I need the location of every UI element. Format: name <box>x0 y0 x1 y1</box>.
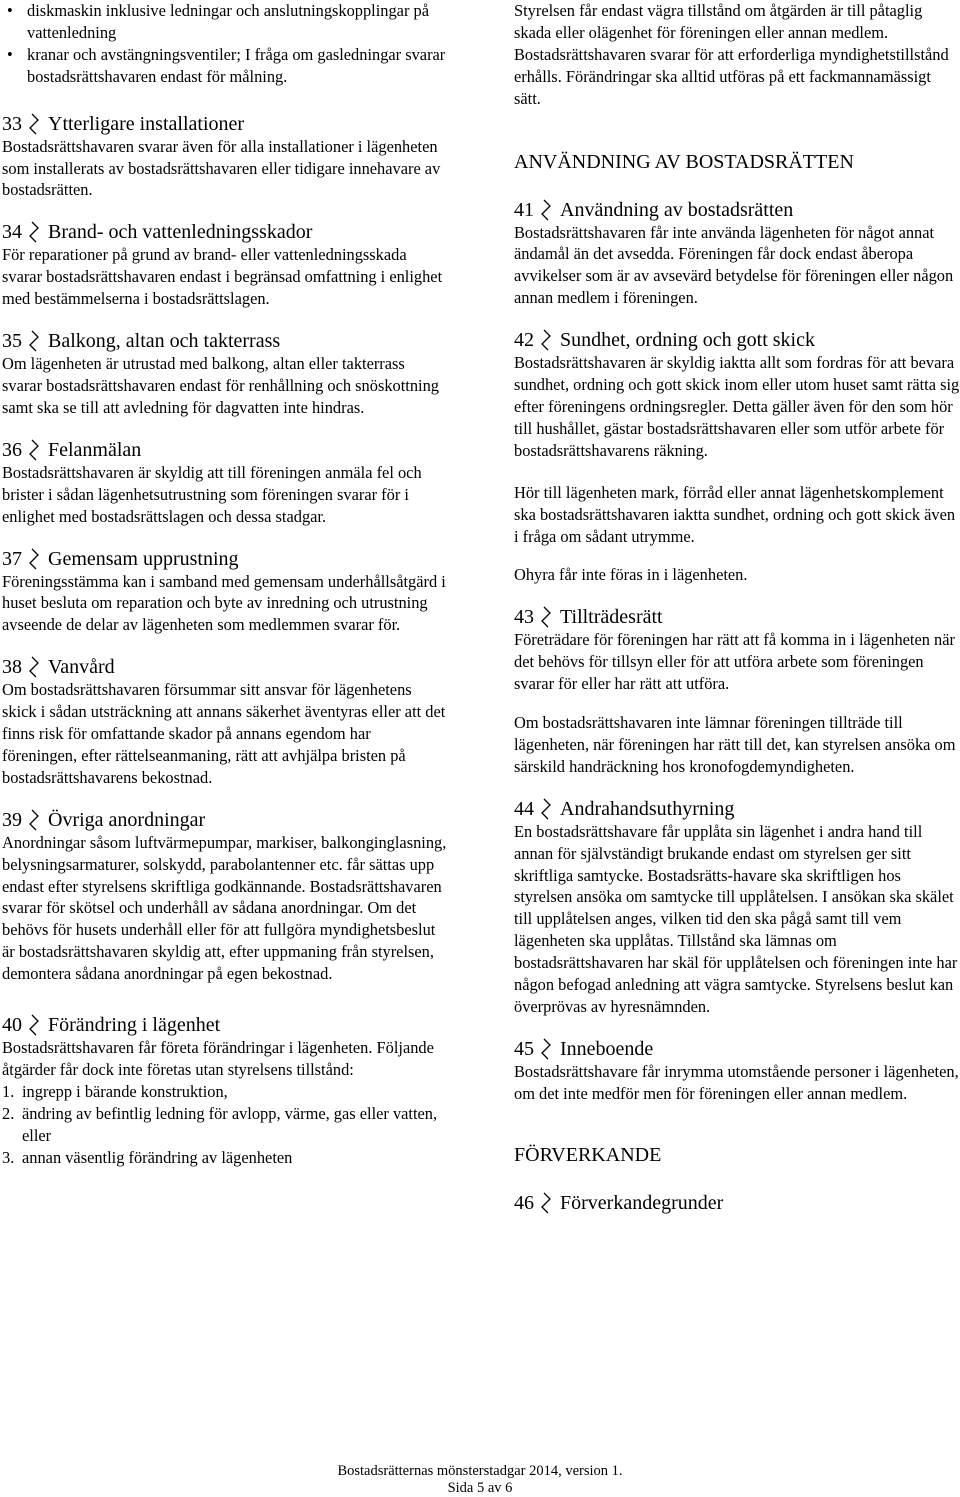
section-heading: 33 Ytterligare installationer <box>2 112 245 135</box>
section-35: 35 Balkong, altan och takterrass Om lägenheten är utrustad med balkong, altan eller takterrass svarar bostadsrättshavaren endast för renhållning och snöskottning samt ska se till att avledning för dagvatten inte hindras. <box>2 329 448 419</box>
section-heading: 45 Inneboende <box>514 1037 654 1060</box>
paragraph-mark-icon <box>540 1192 552 1214</box>
section-heading: 41 Användning av bostadsrätten <box>514 198 794 221</box>
list-item: 2. ändring av befintlig ledning för avlopp, värme, gas eller vatten, eller <box>2 1103 438 1145</box>
section-heading: 37 Gemensam upprustning <box>2 547 239 570</box>
section-33: 33 Ytterligare installationer Bostadsrättshavaren svarar även för alla installationer i lägenheten som installerats av bostadsrättshavaren eller tidigare innehavare av bostadsrätten. <box>2 112 448 202</box>
section-36: 36 Felanmälan Bostadsrättshavaren är skyldig att till föreningen anmäla fel och brister i sådan lägenhetsutrustning som föreningen svarar för i enlighet med bostadsrättslagen och dessa stadgar. <box>2 438 448 528</box>
section-37: 37 Gemensam upprustning Föreningsstämma kan i samband med gemensam underhållsåtgärd i huset besluta om reparation och byte av inredning och utrustning avseende de delar av lägenheten som medlemmen svarar för. <box>2 547 448 637</box>
chapter-heading: ANVÄNDNING AV BOSTADSRÄTTEN <box>514 150 854 173</box>
paragraph-mark-icon <box>28 548 40 570</box>
footer-title: Bostadsrätternas mönsterstadgar 2014, version 1. <box>337 1463 623 1479</box>
paragraph-mark-icon <box>28 113 40 135</box>
bullet-item: • kranar och avstängningsventiler; I fråga om gasledningar svarar bostadsrättshavaren endast för målning. <box>7 44 446 86</box>
list-item: 1. ingrepp i bärande konstruktion, <box>2 1081 228 1101</box>
section-heading: 42 Sundhet, ordning och gott skick <box>514 329 815 352</box>
section-heading: 44 Andrahandsuthyrning <box>514 797 735 820</box>
paragraph-mark-icon <box>540 606 552 628</box>
section-39: 39 Övriga anordningar Anordningar såsom luftvärmepumpar, markiser, balkonginglasning, belysningsarmaturer, solskydd, parabolantenner etc. får sättas upp endast efter styrelsens skriftliga godkännande. Bostadsrättshavaren svarar för skötsel och underhåll av sådana anordningar. Om det behövs för husets underhåll eller för att fullgöra myndighetsbeslut är bostadsrättshavaren skyldig att, efter uppmaning från styrelsen, demontera sådana anordningar på egen bekostnad. <box>2 808 447 984</box>
list-item: 3. annan väsentlig förändring av lägenheten <box>2 1147 293 1167</box>
right-column <box>514 0 960 1215</box>
chapter-heading: FÖRVERKANDE <box>514 1143 662 1166</box>
paragraph-mark-icon <box>540 199 552 221</box>
section-46 <box>514 1191 960 1215</box>
left-column <box>2 0 448 1169</box>
section-41: 41 Användning av bostadsrätten Bostadsrättshavaren får inte använda lägenheten för något annat ändamål än det avsedda. Föreningen får dock endast åberopa avvikelser som är av avsevärd betydelse för föreningen eller någon annan medlem i föreningen. <box>514 198 960 310</box>
section-heading: 39 Övriga anordningar <box>2 808 206 831</box>
paragraph-mark-icon <box>540 329 552 351</box>
paragraph-mark-icon <box>28 809 40 831</box>
paragraph-mark-icon <box>540 1038 552 1060</box>
page-footer <box>0 1463 960 1497</box>
paragraph-mark-icon <box>540 798 552 820</box>
section-34: 34 Brand- och vattenledningsskador För reparationer på grund av brand- eller vattenledningsskada svarar bostadsrättshavaren endast i begränsad omfattning i enlighet med bestämmelserna i bostadsrättslagen. <box>2 220 448 310</box>
page-number: Sida 5 av 6 <box>447 1480 513 1496</box>
paragraph-mark-icon <box>28 330 40 352</box>
paragraph-mark-icon <box>28 656 40 678</box>
paragraph-mark-icon <box>28 439 40 461</box>
section-heading: 34 Brand- och vattenledningsskador <box>2 221 313 244</box>
section-heading: 43 Tillträdesrätt <box>514 606 663 629</box>
section-heading: 40 Förändring i lägenhet <box>2 1014 221 1037</box>
section-38: 38 Vanvård Om bostadsrättshavaren försummar sitt ansvar för lägenhetens skick i sådan utsträckning att annans säkerhet äventyras eller att det finns risk för omfattande skador på annans egendom har föreningen, efter rättelseanmaning, rätt att avhjälpa bristen på bostadsrättshavarens bekostnad. <box>2 655 448 789</box>
section-42: 42 Sundhet, ordning och gott skick Bostadsrättshavaren är skyldig iaktta allt som fordras för att bevara sundhet, ordning och gott skick inom eller utom huset samt rätta sig efter föreningens ordningsregler. Detta gäller även för den som hör till hushållet, gästar bostadsrättshavaren eller som utför arbete för bostadsrättshavarens räkning. Hör till lägenheten mark, förråd eller annat lägenhetskomplement ska bostadsrättshavaren iaktta sundhet, ordning och gott skick även i fråga om sådant utrymme. Ohyra får inte föras in i lägenheten. <box>514 329 960 585</box>
section-44: 44 Andrahandsuthyrning En bostadsrättshavare får upplåta sin lägenhet i andra hand till annan för självständigt brukande endast om styrelsen ger sitt skriftliga samtycke. Bostadsrätts-havare ska skriftligen hos styrelsen ansöka om samtycke till upplåtelsen. I ansökan ska skälet till upplåtelsen anges, vilken tid den ska pågå samt till vem lägenheten ska upplåtas. Tillstånd ska lämnas om bostadsrättshavaren har skäl för upplåtelsen och föreningen inte har någon befogad anledning att vägra samtycke. Styrelsens beslut kan överprövas av hyresnämnden. <box>514 797 960 1018</box>
section-43: 43 Tillträdesrätt Företrädare för föreningen har rätt att få komma in i lägenheten när det behövs för tillsyn eller för att utföra arbete som föreningen svarar för eller har rätt att utföra. Om bostadsrättshavaren inte lämnar föreningen tillträde till lägenheten, när föreningen har rätt till det, kan styrelsen ansöka om särskild handräckning hos kronofogdemyndigheten. <box>514 605 960 777</box>
intro-paragraph: Styrelsen får endast vägra tillstånd om åtgärden är till påtaglig skada eller olägenhet för föreningen eller annan medlem. Bostadsrättshavaren svarar för att erforderliga myndighetstillstånd erhålls. Förändringar ska alltid utföras på ett fackmannamässigt sätt. <box>514 1 949 108</box>
paragraph-mark-icon <box>28 221 40 243</box>
bullet-item: • diskmaskin inklusive ledningar och anslutningskopplingar på vattenledning <box>7 1 429 42</box>
bullet-icon: • <box>7 1 13 20</box>
bullet-icon: • <box>7 44 13 64</box>
section-45: 45 Inneboende Bostadsrättshavare får inrymma utomstående personer i lägenheten, om det inte medför men för föreningen eller annan medlem. <box>514 1037 959 1103</box>
section-heading: 46 Förverkandegrunder <box>514 1191 724 1214</box>
section-40: 40 Förändring i lägenhet Bostadsrättshavaren får företa förändringar i lägenheten. Följande åtgärder får dock inte företas utan styrelsens tillstånd: 1. ingrepp i bärande konstruktion, 2. ändring av befintlig ledning för avlopp, värme, gas eller vatten, eller 3. annan väsentlig förändring av lägenheten <box>2 1013 448 1168</box>
paragraph-mark-icon <box>28 1014 40 1036</box>
section-heading: 35 Balkong, altan och takterrass <box>2 330 281 353</box>
section-heading: 36 Felanmälan <box>2 438 142 461</box>
section-heading: 38 Vanvård <box>2 656 115 679</box>
